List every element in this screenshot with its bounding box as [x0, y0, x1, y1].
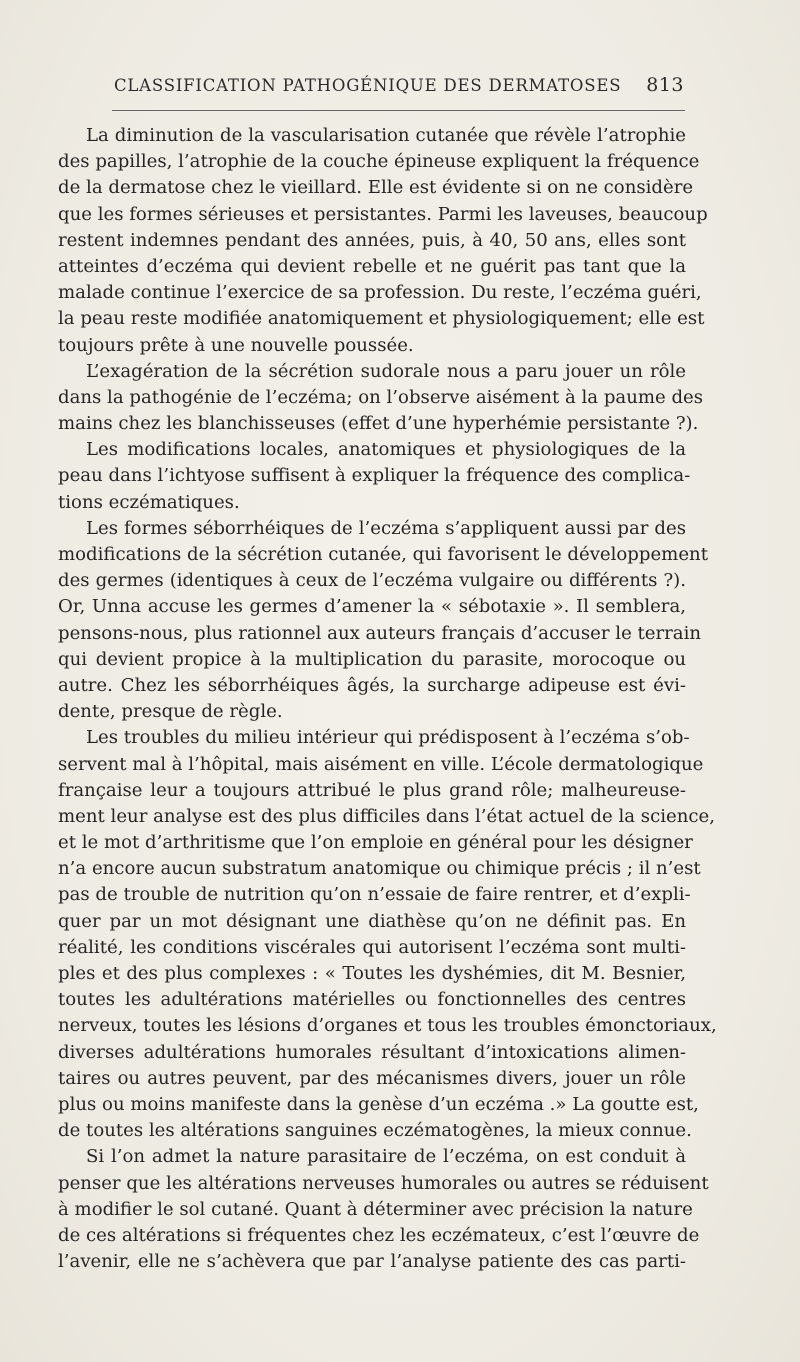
text-line: ples et des plus complexes : « Toutes les dyshémies, dit M. Besnier, — [58, 963, 686, 984]
text-line: de ces altérations si fréquentes chez les eczémateux, c’est l’œuvre de — [58, 1224, 700, 1246]
text-line: l’avenir, elle ne s’achèvera que par l’analyse patiente des cas parti- — [58, 1251, 686, 1273]
text-line: nerveux, toutes les lésions d’organes et tous les troubles émonctoriaux, — [58, 1015, 717, 1037]
text-line: des germes (identiques à ceux de l’eczéma vulgaire ou différents ?). — [58, 570, 686, 592]
text-line: toutes les adultérations matérielles ou fonctionnelles des centres — [58, 989, 686, 1011]
text-line: La diminution de la vascularisation cutanée que révèle l’atrophie — [86, 125, 686, 146]
text-line: à modifier le sol cutané. Quant à déterminer avec précision la nature — [58, 1198, 693, 1220]
body-text — [58, 123, 717, 1275]
text-line: dente, presque de règle. — [58, 701, 283, 723]
header-rule — [112, 110, 685, 111]
text-line: des papilles, l’atrophie de la couche épineuse expliquent la fréquence — [58, 151, 700, 173]
text-line: qui devient propice à la multiplication du parasite, morocoque ou — [58, 648, 686, 670]
text-line: pas de trouble de nutrition qu’on n’essaie de faire rentrer, et d’expli- — [58, 884, 691, 906]
running-head: CLASSIFICATION PATHOGÉNIQUE DES DERMATOSES — [114, 76, 622, 95]
text-line: quer par un mot désignant une diathèse qu’on ne définit pas. En — [58, 910, 686, 932]
page-header — [112, 74, 686, 100]
text-line: taires ou autres peuvent, par des mécanismes divers, jouer un rôle — [58, 1067, 686, 1089]
text-line: Si l’on admet la nature parasitaire de l’eczéma, on est conduit à — [86, 1146, 686, 1168]
text-line: ment leur analyse est des plus difficiles dans l’état actuel de la science, — [58, 805, 715, 827]
text-line: peau dans l’ichtyose suffisent à expliquer la fréquence des complica- — [58, 465, 691, 487]
text-line: et le mot d’arthritisme que l’on emploie en général pour les désigner — [58, 832, 693, 854]
text-line: française leur a toujours attribué le plus grand rôle; malheureuse- — [58, 779, 686, 801]
text-line: pensons-nous, plus rationnel aux auteurs français d’accuser le terrain — [58, 622, 702, 644]
text-line: mains chez les blanchisseuses (effet d’une hyperhémie persistante ?). — [58, 413, 699, 435]
text-line: atteintes d’eczéma qui devient rebelle et ne guérit pas tant que la — [58, 255, 686, 277]
text-line: toujours prête à une nouvelle poussée. — [58, 334, 414, 356]
text-line: servent mal à l’hôpital, mais aisément en ville. L’école dermatologique — [58, 753, 704, 775]
text-line: Les modifications locales, anatomiques et physiologiques de la — [86, 439, 686, 461]
text-line: n’a encore aucun substratum anatomique ou chimique précis ; il n’est — [58, 858, 701, 880]
text-line: diverses adultérations humorales résultant d’intoxications alimen- — [58, 1041, 686, 1063]
text-line: la peau reste modifiée anatomiquement et physiologiquement; elle est — [58, 308, 705, 330]
text-line: que les formes sérieuses et persistantes. Parmi les laveuses, beaucoup — [58, 203, 708, 225]
page-number: 813 — [646, 74, 684, 96]
text-line: tions eczématiques. — [58, 491, 240, 513]
text-line: Or, Unna accuse les germes d’amener la « sébotaxie ». Il semblera, — [58, 596, 686, 618]
text-line: dans la pathogénie de l’eczéma; on l’observe aisément à la paume des — [58, 386, 704, 408]
text-line: malade continue l’exercice de sa profession. Du reste, l’eczéma guéri, — [58, 282, 702, 304]
text-line: penser que les altérations nerveuses humorales ou autres se réduisent — [58, 1172, 709, 1194]
text-line: de la dermatose chez le vieillard. Elle est évidente si on ne considère — [58, 177, 694, 199]
text-line: Les troubles du milieu intérieur qui prédisposent à l’eczéma s’ob- — [86, 727, 690, 749]
text-line: de toutes les altérations sanguines eczématogènes, la mieux connue. — [58, 1120, 692, 1142]
text-line: restent indemnes pendant des années, puis, à 40, 50 ans, elles sont — [58, 229, 686, 251]
text-line: autre. Chez les séborrhéiques âgés, la surcharge adipeuse est évi- — [58, 674, 686, 696]
text-line: Les formes séborrhéiques de l’eczéma s’appliquent aussi par des — [86, 517, 686, 539]
text-line: réalité, les conditions viscérales qui autorisent l’eczéma sont multi- — [58, 936, 686, 958]
text-line: plus ou moins manifeste dans la genèse d’un eczéma .» La goutte est, — [58, 1093, 699, 1115]
text-line: modifications de la sécrétion cutanée, qui favorisent le développement — [58, 544, 708, 565]
text-line: L’exagération de la sécrétion sudorale nous a paru jouer un rôle — [86, 360, 686, 382]
